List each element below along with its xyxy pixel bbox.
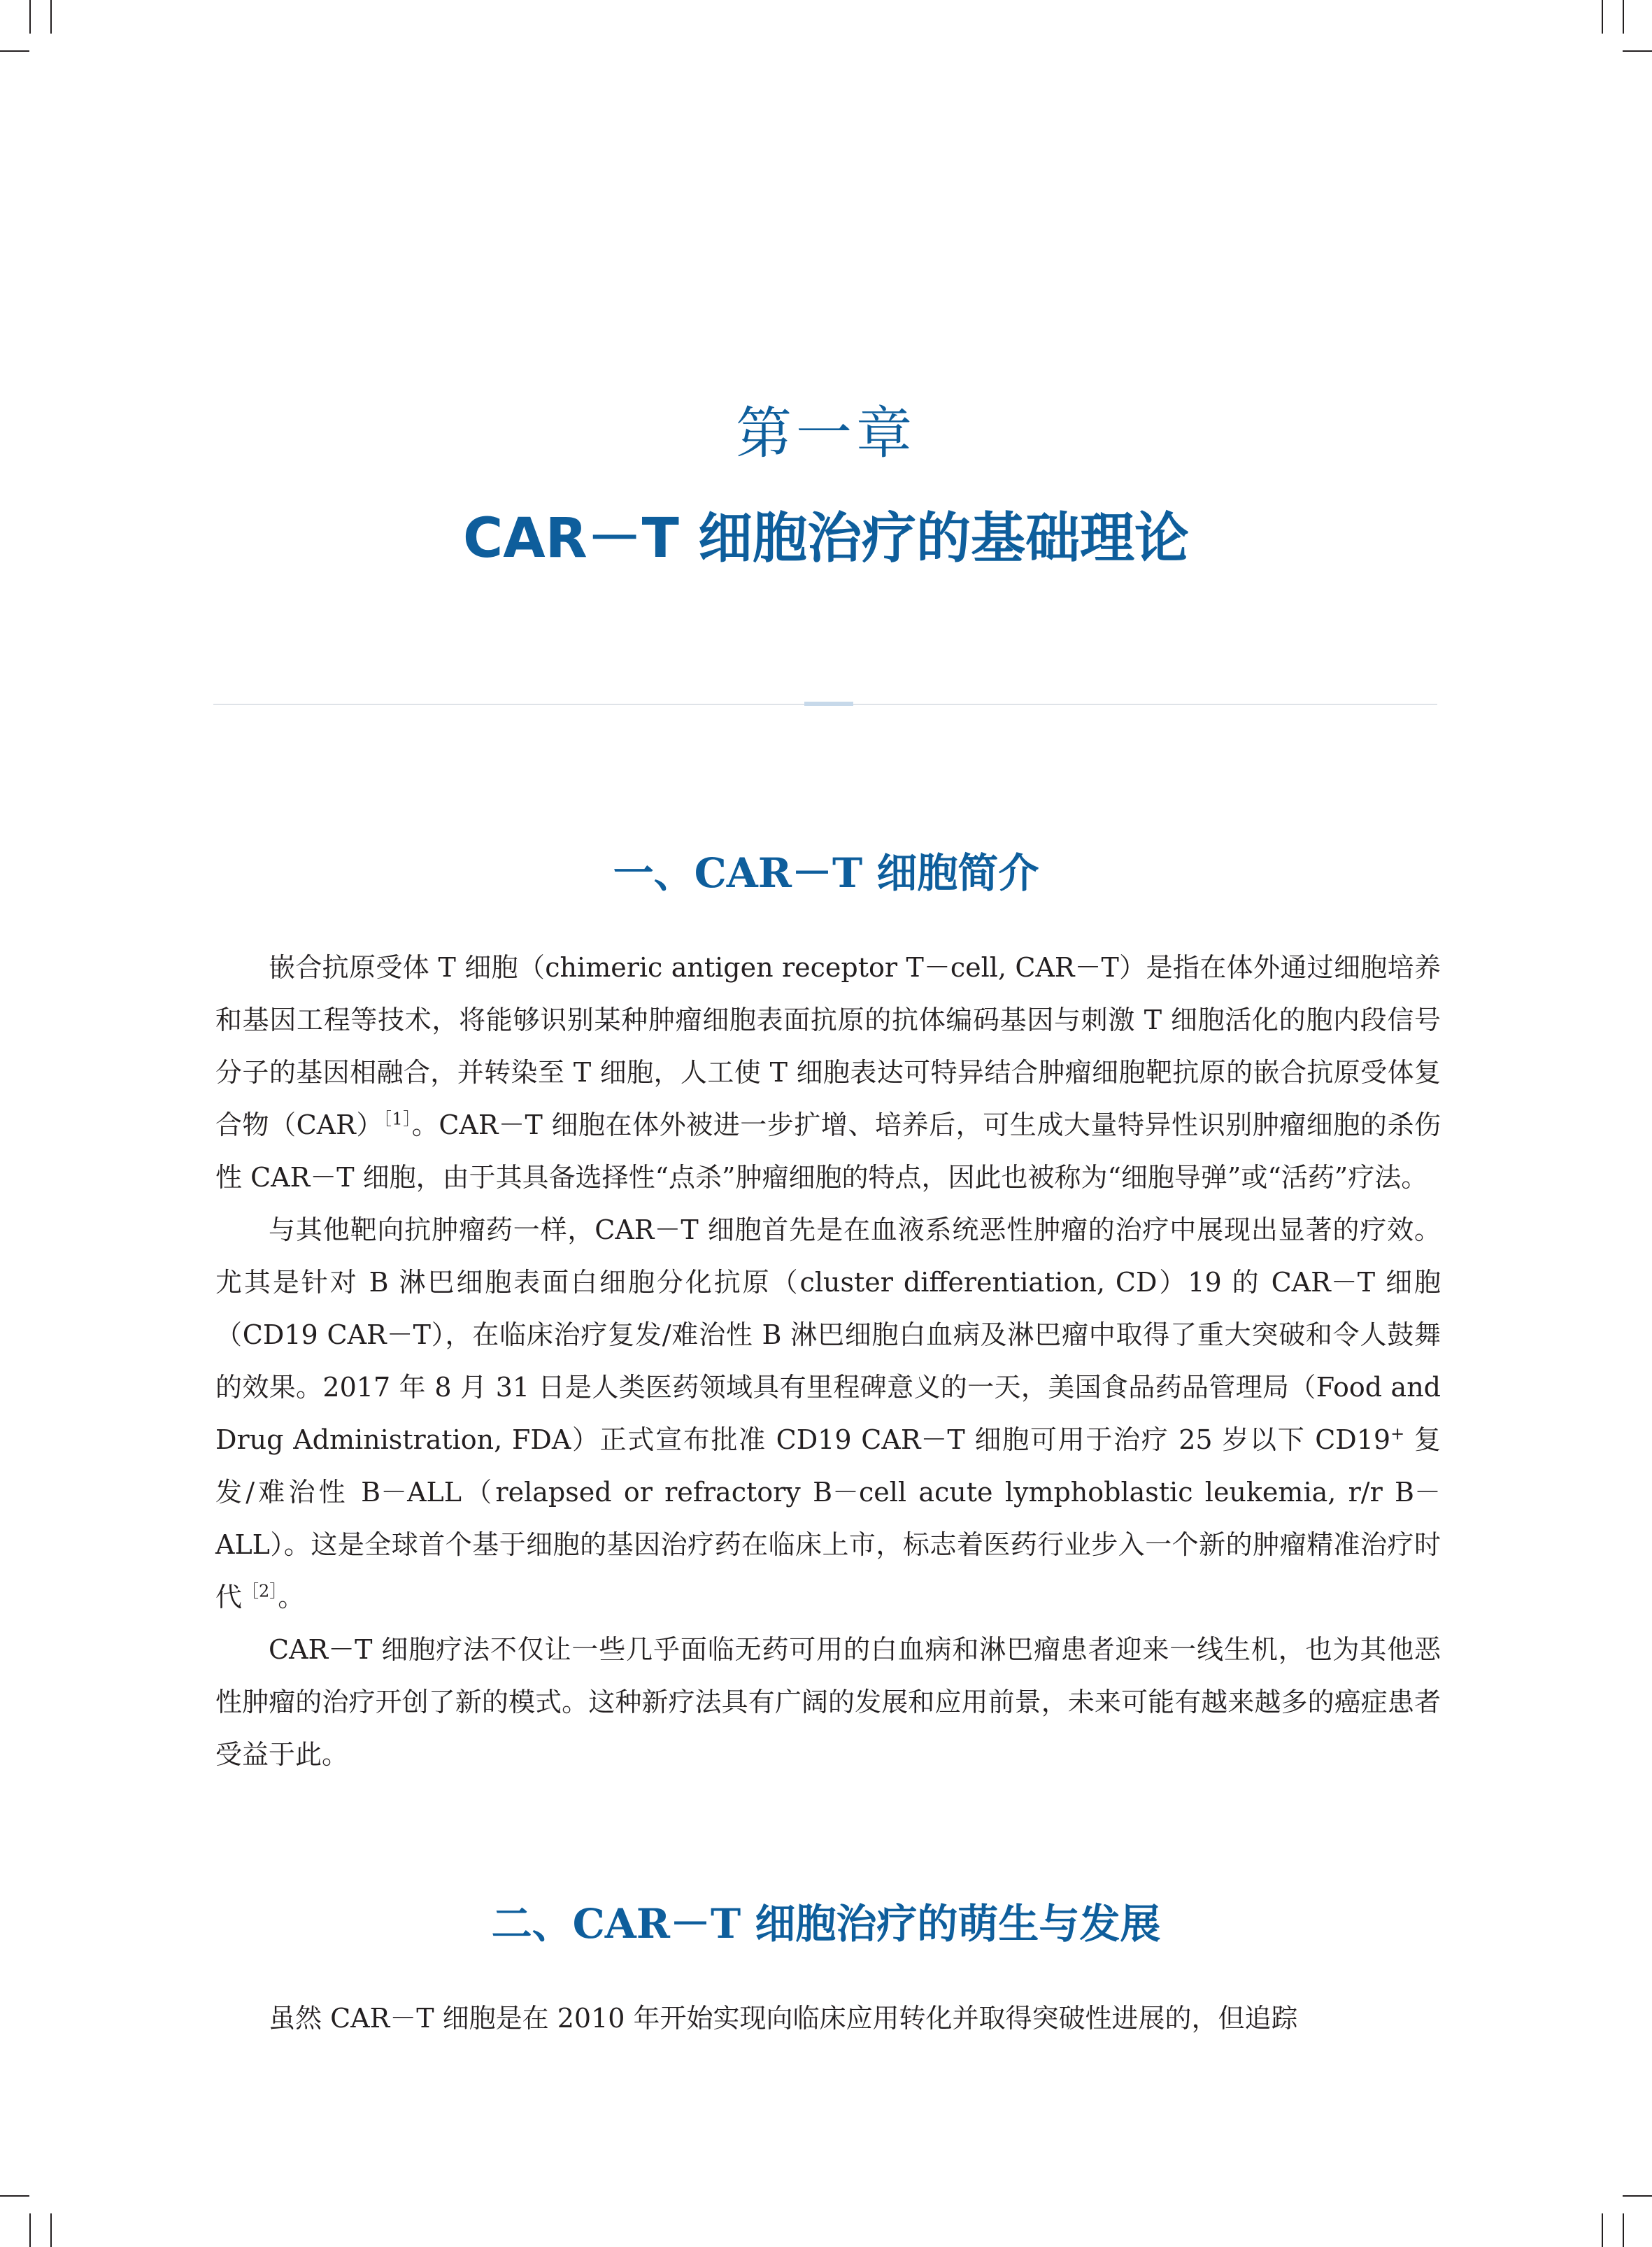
divider-accent (804, 702, 853, 706)
citation-2: ［2］ (242, 1581, 278, 1601)
crop-mark (29, 2213, 31, 2247)
section-2-body (215, 1992, 1441, 2045)
paragraph-4: 虽然 CAR－T 细胞是在 2010 年开始实现向临床应用转化并取得突破性进展的，但追踪 (269, 2003, 1298, 2034)
section-heading-1: 一、CAR－T 细胞简介 (613, 849, 1039, 897)
crop-mark (29, 0, 31, 34)
crop-mark (50, 2213, 52, 2247)
citation-1: ［1］ (383, 1109, 412, 1129)
section-heading-2: 二、CAR－T 细胞治疗的萌生与发展 (491, 1900, 1161, 1948)
crop-mark (1623, 2213, 1624, 2247)
paragraph-1: 嵌合抗原受体 T 细胞（chimeric antigen receptor T－cell, CAR－T）是指在体外通过细胞培养和基因工程等技术，将能够识别某种肿瘤细胞表面抗原的抗体编码基因与刺激 T 细胞活化的胞内段信号分子的基因相融合，并转染至 T 细胞，人工使 T 细胞表达可特异结合肿瘤细胞靶抗原的嵌合抗原受体复合物（CAR）$^{[1]}$。CAR－T 细胞在体外被进一步扩增、培养后，可生成大量特异性识别肿瘤细胞的杀伤性 CAR－T 细胞，由于其具备选择性“点杀”肿瘤细胞的特点，因此也被称为“细胞导弹”或“活药”疗法。 (215, 952, 1441, 1193)
crop-mark (1602, 2213, 1603, 2247)
superscript-plus: + (1390, 1424, 1405, 1444)
crop-mark (1602, 0, 1603, 34)
chapter-title: CAR－T 细胞治疗的基础理论 (462, 507, 1190, 570)
crop-mark (0, 50, 29, 52)
crop-mark (1623, 2195, 1652, 2197)
chapter-label: 第一章 (736, 401, 916, 466)
crop-mark (50, 0, 52, 34)
paragraph-3: CAR－T 细胞疗法不仅让一些几乎面临无药可用的白血病和淋巴瘤患者迎来一线生机，也为其他恶性肿瘤的治疗开创了新的模式。这种新疗法具有广阔的发展和应用前景，未来可能有越来越多的癌症患者受益于此。 (215, 1634, 1441, 1770)
crop-mark (0, 2195, 29, 2197)
crop-mark (1623, 0, 1624, 34)
crop-mark (1623, 50, 1652, 52)
paragraph-2: 与其他靶向抗肿瘤药一样，CAR－T 细胞首先是在血液系统恶性肿瘤的治疗中展现出显著的疗效。尤其是针对 B 淋巴细胞表面白细胞分化抗原（cluster differentiation, CD）19 的 CAR－T 细胞（CD19 CAR－T），在临床治疗复发/难治性 B 淋巴细胞白血病及淋巴瘤中取得了重大突破和令人鼓舞的效果。2017 年 8 月 31 日是人类医药领域具有里程碑意义的一天，美国食品药品管理局（Food and Drug Administration, FDA）正式宣布批准 CD19 CAR－T 细胞可用于治疗 25 岁以下 CD19+ 复发/难治性 B－ALL（relapsed or refractory B－cell acute lymphoblastic leukemia, r/r B－ALL）。这是全球首个基于细胞的基因治疗药在临床上市，标志着医药行业步入一个新的肿瘤精准治疗时代$^{[2]}$。 (215, 1214, 1441, 1612)
section-1-body (215, 942, 1441, 1781)
